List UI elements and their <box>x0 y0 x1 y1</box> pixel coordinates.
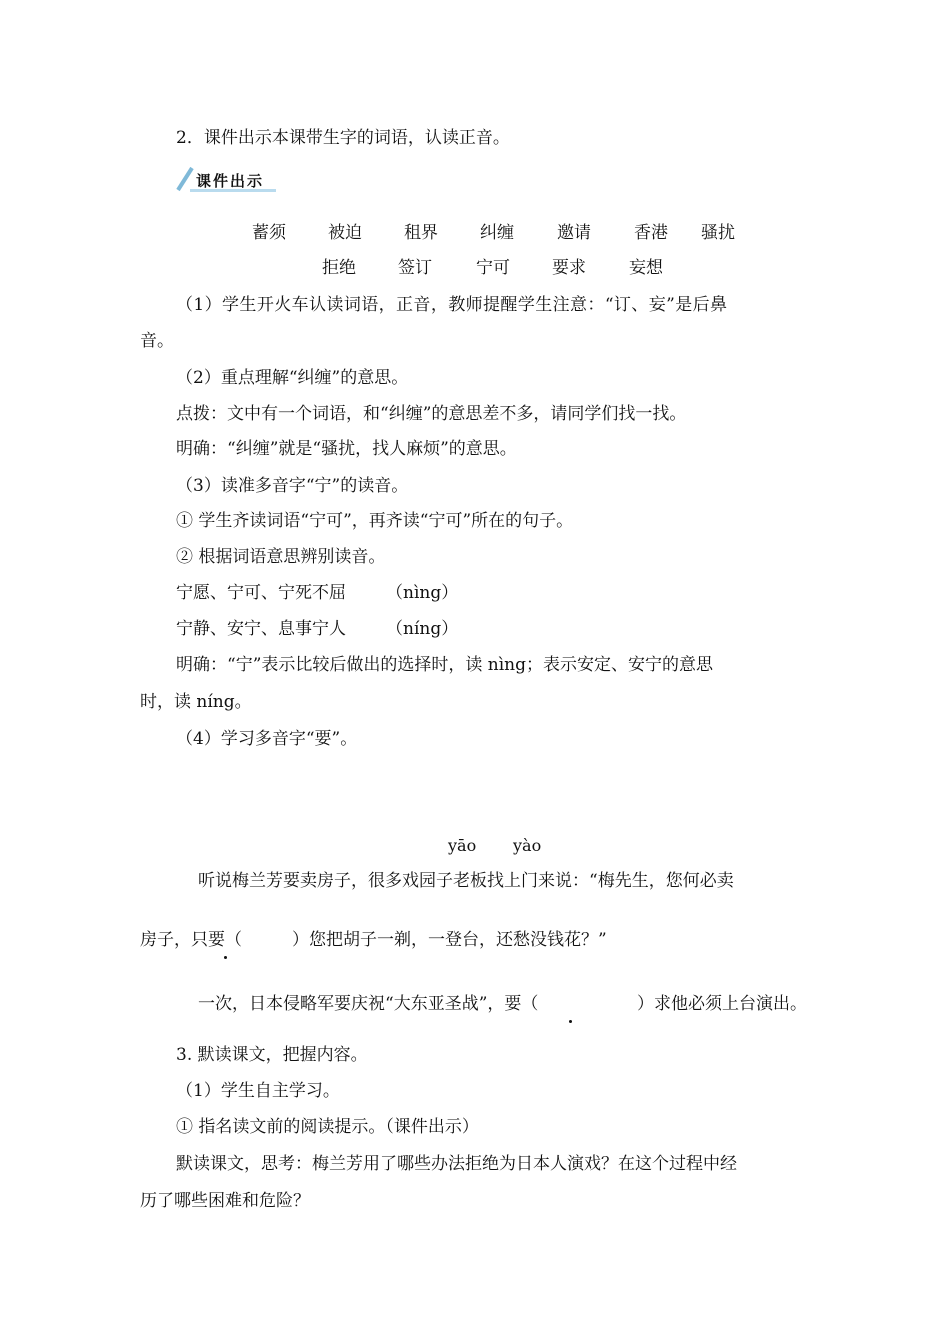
section-3-step-1: ① 指名读文前的阅读提示。（课件出示） <box>176 1117 479 1137</box>
emphasis-dot <box>569 1020 572 1023</box>
vocab-word: 骚扰 <box>701 223 735 243</box>
paragraph-1-line-2: 音。 <box>140 331 174 351</box>
paragraph-3-step-1: ① 学生齐读词语“宁可”，再齐读“宁可”所在的句子。 <box>176 511 574 531</box>
section-3-heading: 3. 默读课文，把握内容。 <box>176 1045 368 1065</box>
example-1-line-2-end: ）您把胡子一剃，一登台，还愁没钱花？” <box>292 930 607 950</box>
vocab-word: 要求 <box>552 258 586 278</box>
ning-words-1: 宁愿、宁可、宁死不屈 <box>176 583 346 603</box>
courseware-badge-label: 课件出示 <box>196 172 265 190</box>
yao-pinyin-2: yào <box>513 836 542 855</box>
paragraph-2-hint: 点拨：文中有一个词语，和“纠缠”的意思差不多，请同学们找一找。 <box>176 404 687 424</box>
paragraph-2-clarify: 明确：“纠缠”就是“骚扰，找人麻烦”的意思。 <box>176 439 517 459</box>
vocab-word: 拒绝 <box>322 258 356 278</box>
vocab-word: 邀请 <box>557 223 591 243</box>
section-3-item-1: （1）学生自主学习。 <box>176 1081 340 1101</box>
ning-pinyin-1: （nìng） <box>386 583 459 603</box>
paragraph-4: （4）学习多音字“要”。 <box>176 729 358 749</box>
vocab-word: 宁可 <box>476 258 510 278</box>
vocab-word: 纠缠 <box>480 223 514 243</box>
paragraph-1-line-1: （1）学生开火车认读词语，正音，教师提醒学生注意：“订、妄”是后鼻 <box>176 295 728 315</box>
yao-pinyin-1: yāo <box>448 836 477 855</box>
example-1-line-2-start: 房子，只要（ <box>140 930 242 950</box>
vocab-word: 被迫 <box>328 223 362 243</box>
vocab-word: 香港 <box>634 223 668 243</box>
paragraph-3-step-2: ② 根据词语意思辨别读音。 <box>176 547 386 567</box>
vocab-word: 租界 <box>404 223 438 243</box>
vocab-word: 签订 <box>398 258 432 278</box>
example-2-end: ）求他必须上台演出。 <box>637 994 807 1014</box>
paragraph-3: （3）读准多音字“宁”的读音。 <box>176 476 409 496</box>
vocab-word: 妄想 <box>629 258 663 278</box>
vocab-word: 蓄须 <box>252 223 286 243</box>
example-2-start: 一次，日本侵略军要庆祝“大东亚圣战”，要（ <box>198 994 539 1014</box>
emphasis-dot <box>224 956 227 959</box>
paragraph-3-clarify-line-1: 明确：“宁”表示比较后做出的选择时，读 nìng；表示安定、安宁的意思 <box>176 655 714 675</box>
intro-paragraph: 2．课件出示本课带生字的词语，认读正音。 <box>176 128 510 148</box>
section-3-question-line-2: 历了哪些困难和危险？ <box>140 1191 310 1211</box>
ning-words-2: 宁静、安宁、息事宁人 <box>176 619 346 639</box>
example-1-line-1: 听说梅兰芳要卖房子，很多戏园子老板找上门来说：“梅先生，您何必卖 <box>198 871 734 891</box>
section-3-question-line-1: 默读课文，思考：梅兰芳用了哪些办法拒绝为日本人演戏？在这个过程中经 <box>176 1154 737 1174</box>
ning-pinyin-2: （níng） <box>386 619 459 639</box>
paragraph-3-clarify-line-2: 时，读 níng。 <box>140 692 252 712</box>
paragraph-2: （2）重点理解“纠缠”的意思。 <box>176 368 409 388</box>
